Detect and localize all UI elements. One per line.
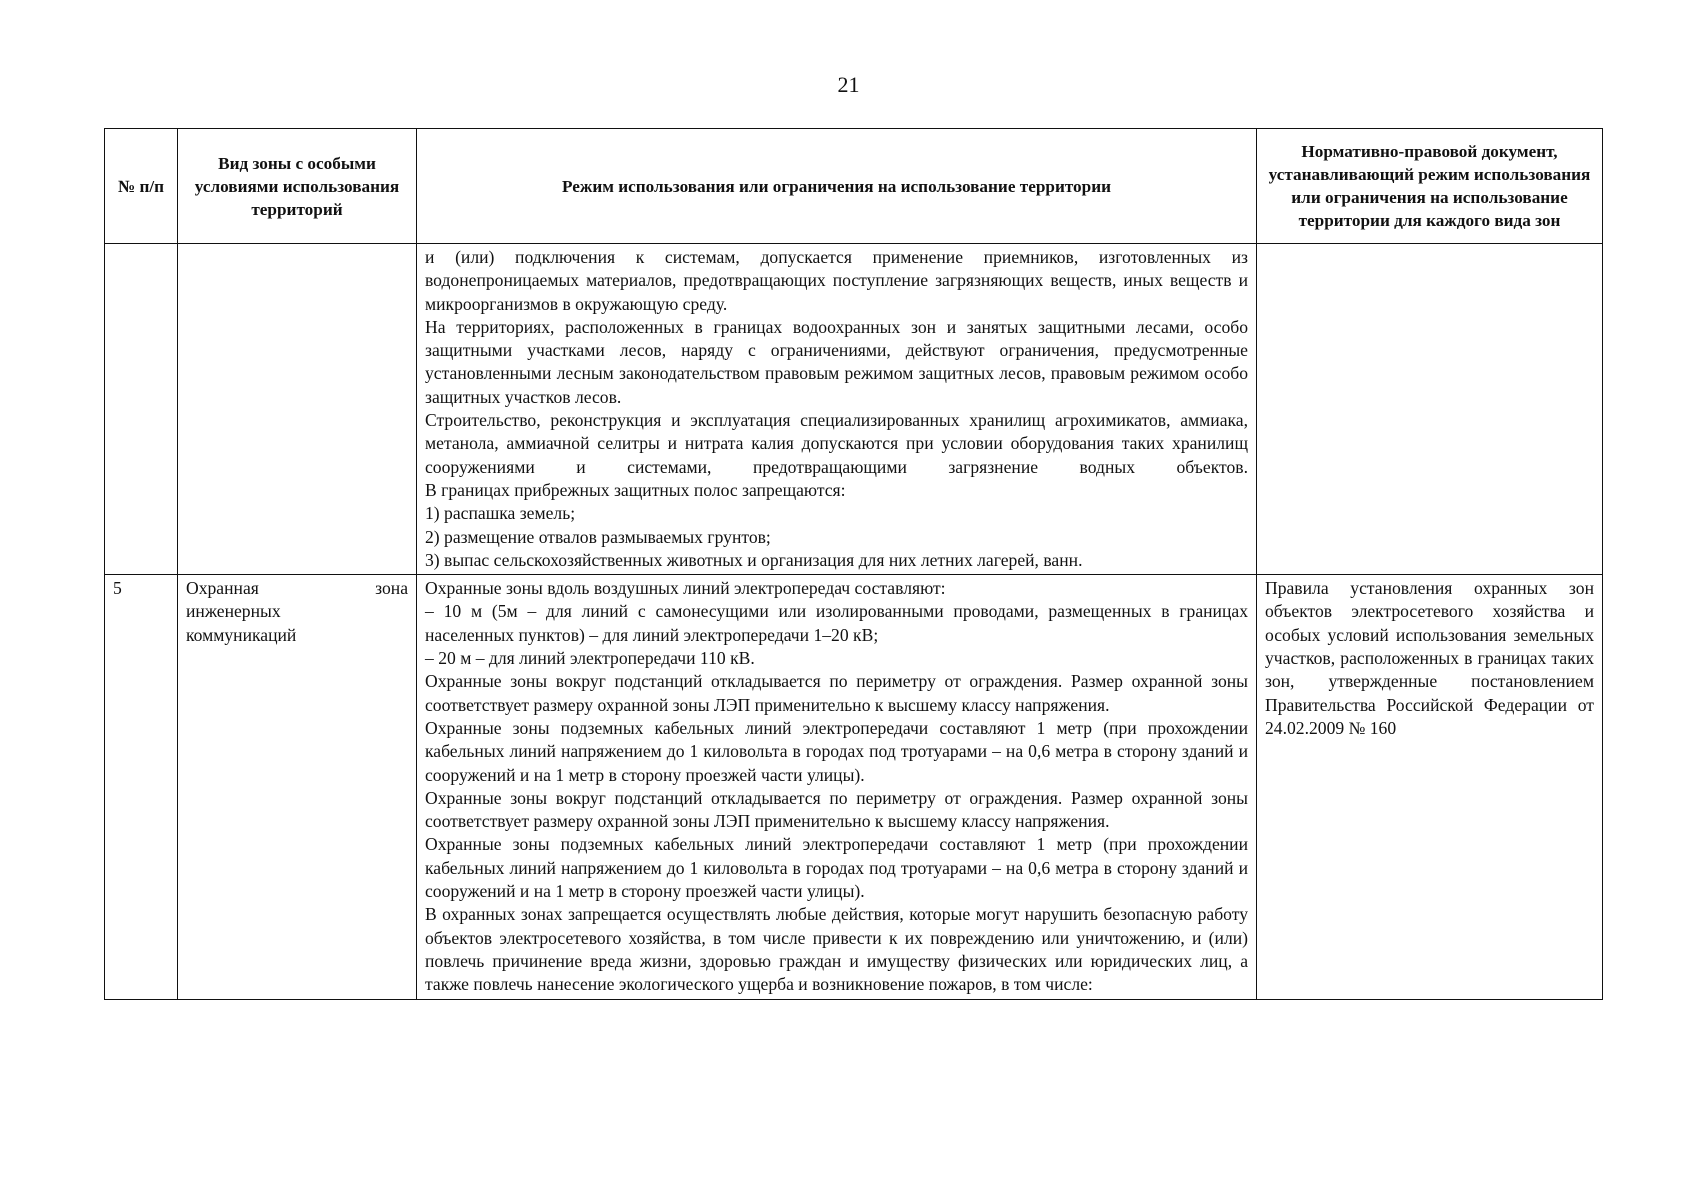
continued-regime-cell bbox=[417, 244, 1257, 575]
header-legal-doc: Нормативно-правовой документ, устанавливающий режим использования или ограничения на использование территории для каждого вида зон bbox=[1257, 129, 1603, 244]
regime-list-item: 2) размещение отвалов размываемых грунтов; bbox=[425, 526, 771, 547]
regime-paragraph: В охранных зонах запрещается осуществлять любые действия, которые могут нарушить безопасную работу объектов электросетевого хозяйства, в том числе привести к их повреждению или уничтожению, и (или) повлечь причинение вреда жизни, здоровью граждан и имуществу физических или юридических лиц, а также повлечь нанесение экологического ущерба и возникновение пожаров, в том числе: bbox=[425, 904, 1248, 995]
regime-paragraph: Охранные зоны подземных кабельных линий электропередачи составляют 1 метр (при прохождении кабельных линий напряжением до 1 киловольта в городах под тротуарами – на 0,6 метра в сторону зданий и сооружений и на 1 метр в сторону проезжей части улицы). bbox=[425, 717, 1248, 785]
zone-type-line: Охранная зона bbox=[186, 578, 408, 599]
continued-legal-doc-cell bbox=[1257, 244, 1603, 575]
regime-paragraph: – 20 м – для линий электропередачи 110 кВ. bbox=[425, 648, 755, 669]
regime-paragraph: В границах прибрежных защитных полос запрещаются: bbox=[425, 479, 846, 500]
regime-paragraph: На территориях, расположенных в границах водоохранных зон и занятых защитными лесами, особо защитными участками лесов, наряду с ограничениями, действуют ограничения, предусмотренные установленными лесным законодательством правовым режимом защитных лесов, правовым режимом особо защитных участков лесов. bbox=[425, 316, 1248, 407]
regime-paragraph: и (или) подключения к системам, допускается применение приемников, изготовленных из водонепроницаемых материалов, предотвращающих поступление загрязняющих веществ, иных веществ и микроорганизмов в окружающую среду. bbox=[425, 247, 1248, 314]
row-5-zone-type bbox=[178, 575, 417, 999]
header-regime: Режим использования или ограничения на использование территории bbox=[417, 129, 1257, 244]
regime-paragraph: Охранные зоны вокруг подстанций откладывается по периметру от ограждения. Размер охранной зоны соответствует размеру охранной зоны ЛЭП применительно к высшему классу напряжения. bbox=[425, 787, 1248, 832]
zone-type-line: коммуникаций bbox=[186, 624, 297, 645]
row-5-num: 5 bbox=[105, 575, 178, 999]
continued-zone-type-cell bbox=[178, 244, 417, 575]
regime-list-item: 1) распашка земель; bbox=[425, 503, 576, 524]
continued-num-cell bbox=[105, 244, 178, 575]
zone-type-line: инженерных bbox=[186, 601, 281, 622]
header-num: № п/п bbox=[105, 129, 178, 244]
table-row-5 bbox=[105, 575, 1603, 999]
header-zone-type: Вид зоны с особыми условиями использования территорий bbox=[178, 129, 417, 244]
regime-paragraph: Охранные зоны вокруг подстанций откладывается по периметру от ограждения. Размер охранной зоны соответствует размеру охранной зоны ЛЭП применительно к высшему классу напряжения. bbox=[425, 671, 1248, 715]
page-number: 21 bbox=[837, 72, 860, 97]
legal-doc-text: Правила установления охранных зон объектов электросетевого хозяйства и особых условий использования земельных участков, расположенных в границах таких зон, утвержденные постановлением Правительства Российской Федерации от 24.02.2009 № 160 bbox=[1265, 578, 1594, 738]
row-5-legal-doc bbox=[1257, 575, 1603, 999]
regime-paragraph: Строительство, реконструкция и эксплуатация специализированных хранилищ агрохимикатов, аммиака, метанола, аммиачной селитры и нитрата калия допускаются при условии оборудования таких хранилищ сооружениями и системами, предотвращающими загрязнение водных объектов. bbox=[425, 410, 1248, 477]
zones-table bbox=[104, 128, 1603, 1000]
table-header-row bbox=[105, 129, 1603, 244]
regime-paragraph: – 10 м (5м – для линий с самонесущими или изолированными проводами, размещенных в границах населенных пунктов) – для линий электропередачи 1–20 кВ; bbox=[425, 601, 1248, 645]
table-row-continued bbox=[105, 244, 1603, 575]
regime-paragraph: Охранные зоны вдоль воздушных линий электропередач составляют: bbox=[425, 578, 946, 599]
row-5-regime bbox=[417, 575, 1257, 999]
regime-list-item: 3) выпас сельскохозяйственных животных и организация для них летних лагерей, ванн. bbox=[425, 549, 1083, 570]
regime-paragraph: Охранные зоны подземных кабельных линий электропередачи составляют 1 метр (при прохождении кабельных линий напряжением до 1 киловольта в городах под тротуарами – на 0,6 метра в сторону зданий и сооружений и на 1 метр в сторону проезжей части улицы). bbox=[425, 834, 1248, 902]
